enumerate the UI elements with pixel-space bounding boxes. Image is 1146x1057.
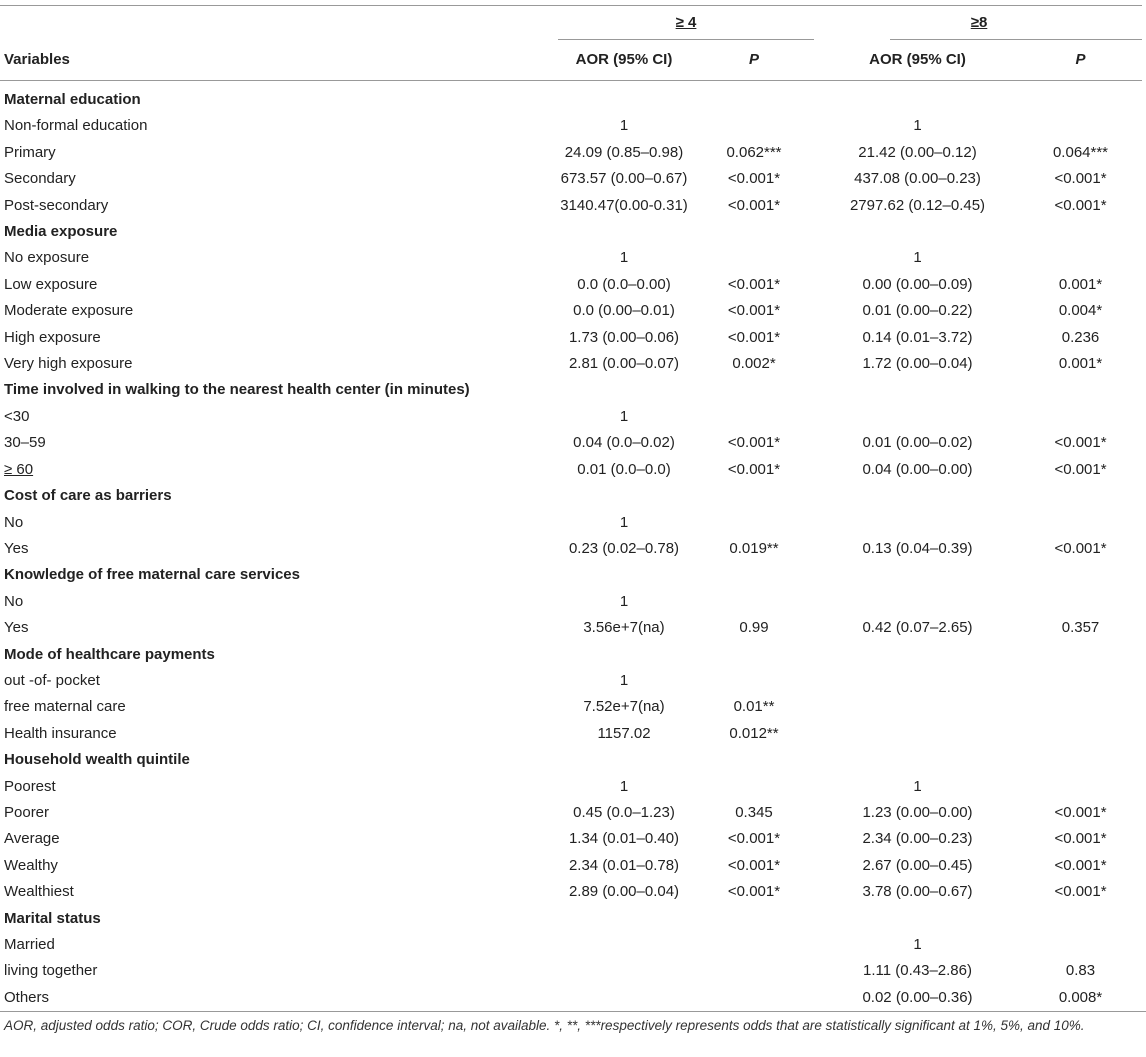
table-row — [0, 879, 1142, 905]
row-label: No exposure — [4, 249, 90, 267]
row-label: Wealthy — [4, 856, 58, 874]
section-row — [0, 81, 1142, 114]
aor-4-cell: 1 — [619, 249, 629, 267]
header-aor-4: AOR (95% CI) — [556, 40, 692, 81]
p-4-cell: <0.001* — [727, 170, 781, 188]
table-row — [0, 298, 1142, 324]
aor-8-cell: 0.00 (0.00–0.09) — [862, 275, 973, 293]
aor-4-cell: 2.81 (0.00–0.07) — [568, 355, 680, 373]
aor-8-cell — [816, 721, 1019, 747]
table-row — [0, 457, 1142, 483]
aor-4-cell: 1 — [619, 592, 629, 610]
p-4-cell: <0.001* — [727, 196, 781, 214]
row-label: Wealthiest — [4, 883, 74, 901]
row-label: Yes — [4, 539, 29, 557]
column-header-row — [0, 40, 1142, 81]
aor-4-cell: 1 — [619, 407, 629, 425]
group-header-8 — [816, 6, 1142, 40]
aor-4-cell: 0.23 (0.02–0.78) — [568, 539, 680, 557]
aor-4-cell: 2.34 (0.01–0.78) — [568, 856, 680, 874]
aor-8-cell — [816, 404, 1019, 430]
header-p-8: P — [1019, 40, 1142, 81]
p-8-cell: 0.236 — [1061, 328, 1100, 346]
group-label-8: ≥8 — [970, 14, 988, 31]
p-8-cell: <0.001* — [1054, 539, 1107, 557]
group-header-row — [0, 6, 1142, 40]
table-row — [0, 985, 1142, 1011]
p-8-cell: 0.001* — [1058, 355, 1103, 373]
results-table — [0, 6, 1142, 1011]
section-label: Marital status — [4, 909, 101, 927]
row-label — [0, 457, 556, 483]
aor-8-cell: 1.72 (0.00–0.04) — [862, 355, 973, 373]
aor-4-cell — [556, 958, 692, 984]
p-4-cell — [692, 932, 816, 958]
p-8-cell: <0.001* — [1054, 196, 1107, 214]
group-header-4 — [556, 6, 816, 40]
row-label: No — [4, 513, 24, 531]
aor-4-cell: 0.0 (0.0–0.00) — [577, 275, 671, 293]
p-4-cell: <0.001* — [727, 883, 781, 901]
aor-8-cell: 0.13 (0.04–0.39) — [862, 539, 973, 557]
aor-8-cell — [816, 668, 1019, 694]
aor-4-cell: 3140.47(0.00-0.31) — [560, 196, 688, 214]
p-4-cell: 0.01** — [733, 698, 775, 716]
row-label: Yes — [4, 619, 29, 637]
table-footnote: AOR, adjusted odds ratio; COR, Crude odds ratio; CI, confidence interval; na, not available. *, **, ***respectively represents odds that are statistically significant at 1%, 5%, and 10%. — [4, 1018, 1085, 1034]
group-label-4: ≥ 4 — [675, 14, 697, 31]
p-8-cell — [1019, 113, 1142, 139]
p-8-cell — [1019, 245, 1142, 271]
table-row — [0, 853, 1142, 879]
section-label: Mode of healthcare payments — [4, 645, 215, 663]
table-row — [0, 113, 1142, 139]
section-label: Media exposure — [4, 223, 118, 241]
aor-8-cell: 0.01 (0.00–0.02) — [862, 434, 973, 452]
aor-8-cell: 2797.62 (0.12–0.45) — [849, 196, 986, 214]
aor-8-cell: 1.11 (0.43–2.86) — [863, 962, 972, 980]
p-4-cell — [692, 404, 816, 430]
row-label: Very high exposure — [4, 355, 133, 373]
row-label: <30 — [4, 407, 30, 425]
row-label: living together — [4, 962, 98, 980]
table-row — [0, 589, 1142, 615]
aor-8-cell: 0.04 (0.00–0.00) — [862, 460, 973, 478]
section-label: Maternal education — [4, 91, 141, 108]
p-8-cell: <0.001* — [1054, 856, 1107, 874]
aor-8-cell: 3.78 (0.00–0.67) — [862, 883, 973, 901]
p-8-cell — [1019, 774, 1142, 800]
row-label: Married — [4, 936, 55, 953]
p-8-cell: 0.004* — [1058, 302, 1103, 320]
table-row — [0, 800, 1142, 826]
aor-4-cell: 1 — [619, 777, 629, 795]
p-8-cell: 0.357 — [1061, 619, 1100, 637]
row-label: Non-formal education — [4, 117, 148, 135]
row-label: 30–59 — [4, 434, 46, 452]
aor-4-cell: 1.73 (0.00–0.06) — [568, 328, 680, 346]
aor-4-cell: 3.56e+7(na) — [583, 619, 665, 637]
aor-8-cell: 0.01 (0.00–0.22) — [862, 302, 973, 320]
aor-4-cell: 0.45 (0.0–1.23) — [573, 803, 675, 821]
row-label: Health insurance — [4, 724, 117, 742]
aor-8-cell: 2.34 (0.00–0.23) — [862, 830, 973, 848]
section-label: Household wealth quintile — [4, 751, 190, 769]
p-4-cell — [692, 245, 816, 271]
p-8-cell — [1019, 721, 1142, 747]
aor-4-cell: 2.89 (0.00–0.04) — [568, 883, 680, 901]
p-8-cell: <0.001* — [1054, 460, 1107, 478]
p-4-cell: <0.001* — [727, 856, 781, 874]
row-label: Secondary — [4, 170, 76, 188]
aor-4-cell — [556, 985, 692, 1011]
p-4-cell: 0.345 — [735, 803, 773, 821]
row-label: Poorest — [4, 777, 56, 795]
section-row — [0, 562, 1142, 588]
row-label: High exposure — [4, 328, 101, 346]
header-p-4: P — [692, 40, 816, 81]
aor-4-cell — [556, 932, 692, 958]
p-8-cell — [1019, 668, 1142, 694]
aor-8-cell: 1 — [913, 777, 922, 795]
p-4-cell — [692, 589, 816, 615]
section-label: Time involved in walking to the nearest health center (in minutes) — [4, 381, 470, 399]
table-row — [0, 325, 1142, 351]
row-label-text: ≥ 60 — [4, 460, 34, 478]
aor-4-cell: 1 — [619, 117, 629, 135]
header-aor-8: AOR (95% CI) — [816, 40, 1019, 81]
table-body — [0, 81, 1142, 1012]
section-row — [0, 642, 1142, 668]
table-row — [0, 774, 1142, 800]
aor-8-cell: 1 — [913, 936, 922, 953]
aor-8-cell: 1 — [913, 117, 922, 135]
table-row — [0, 193, 1142, 219]
p-4-cell: <0.001* — [727, 460, 781, 478]
section-label: Knowledge of free maternal care services — [4, 566, 300, 584]
table-row — [0, 958, 1142, 984]
section-row — [0, 906, 1142, 932]
aor-4-cell: 1 — [619, 671, 629, 689]
table-row — [0, 694, 1142, 720]
group-spacer — [0, 6, 556, 40]
p-4-cell — [692, 958, 816, 984]
aor-4-cell: 24.09 (0.85–0.98) — [564, 143, 684, 161]
table-row — [0, 245, 1142, 271]
section-row — [0, 219, 1142, 245]
section-row — [0, 377, 1142, 403]
p-4-cell: 0.062*** — [726, 143, 782, 161]
p-4-cell: 0.002* — [732, 355, 776, 373]
aor-4-cell: 673.57 (0.00–0.67) — [560, 170, 688, 188]
p-8-cell: 0.064*** — [1052, 143, 1109, 161]
aor-4-cell: 1.34 (0.01–0.40) — [568, 830, 680, 848]
table-row — [0, 536, 1142, 562]
p-4-cell: <0.001* — [727, 275, 781, 293]
p-4-cell: <0.001* — [727, 434, 781, 452]
row-label: out -of- pocket — [4, 671, 100, 689]
aor-4-cell: 1 — [619, 513, 629, 531]
aor-8-cell: 0.42 (0.07–2.65) — [862, 619, 973, 637]
row-label: Post-secondary — [4, 196, 109, 214]
aor-8-cell — [816, 589, 1019, 615]
section-row — [0, 747, 1142, 773]
table-row — [0, 826, 1142, 852]
aor-8-cell: 21.42 (0.00–0.12) — [858, 143, 977, 161]
p-4-cell — [692, 774, 816, 800]
row-label: Primary — [4, 143, 56, 161]
aor-8-cell: 2.67 (0.00–0.45) — [862, 856, 973, 874]
p-4-cell — [692, 113, 816, 139]
p-8-cell — [1019, 932, 1142, 958]
table-row — [0, 351, 1142, 377]
p-8-cell: <0.001* — [1054, 170, 1107, 188]
table-row — [0, 430, 1142, 456]
p-8-cell: 0.001* — [1058, 275, 1103, 293]
aor-8-cell: 437.08 (0.00–0.23) — [854, 170, 981, 188]
table-row — [0, 721, 1142, 747]
aor-4-cell: 0.04 (0.0–0.02) — [573, 434, 675, 452]
aor-8-cell: 0.02 (0.00–0.36) — [862, 988, 973, 1006]
p-8-cell — [1019, 589, 1142, 615]
p-4-cell: 0.019** — [729, 539, 779, 557]
row-label: Average — [4, 830, 60, 848]
aor-4-cell: 1157.02 — [597, 724, 651, 742]
p-4-cell: <0.001* — [727, 328, 781, 346]
aor-8-cell: 1 — [913, 249, 922, 267]
aor-4-cell: 7.52e+7(na) — [583, 698, 665, 716]
aor-4-cell: 0.01 (0.0–0.0) — [577, 460, 671, 478]
row-label: Moderate exposure — [4, 302, 134, 320]
table-row — [0, 510, 1142, 536]
aor-4-cell: 0.0 (0.00–0.01) — [573, 302, 675, 320]
table-container — [0, 5, 1146, 1033]
p-4-cell — [692, 510, 816, 536]
section-row — [0, 483, 1142, 509]
p-8-cell: 0.008* — [1058, 988, 1103, 1006]
header-variables: Variables — [0, 40, 556, 81]
p-8-cell: <0.001* — [1054, 803, 1107, 821]
p-8-cell — [1019, 510, 1142, 536]
table-row — [0, 668, 1142, 694]
table-row — [0, 615, 1142, 641]
p-4-cell — [692, 668, 816, 694]
aor-8-cell — [816, 694, 1019, 720]
p-8-cell — [1019, 404, 1142, 430]
p-8-cell: <0.001* — [1054, 883, 1107, 901]
table-row — [0, 166, 1142, 192]
aor-8-cell — [816, 510, 1019, 536]
table-row — [0, 404, 1142, 430]
p-4-cell — [692, 985, 816, 1011]
p-8-cell: 0.83 — [1065, 962, 1096, 980]
p-4-cell: <0.001* — [727, 302, 781, 320]
aor-8-cell: 0.14 (0.01–3.72) — [862, 328, 973, 346]
p-4-cell: <0.001* — [727, 830, 781, 848]
table-row — [0, 272, 1142, 298]
section-label: Cost of care as barriers — [4, 487, 172, 505]
table-row — [0, 140, 1142, 166]
p-8-cell — [1019, 694, 1142, 720]
p-4-cell: 0.012** — [729, 724, 779, 742]
table-row — [0, 932, 1142, 958]
p-8-cell: <0.001* — [1054, 434, 1107, 452]
row-label: free maternal care — [4, 698, 126, 716]
aor-8-cell: 1.23 (0.00–0.00) — [862, 803, 973, 821]
row-label: No — [4, 592, 24, 610]
row-label: Poorer — [4, 803, 50, 821]
p-4-cell: 0.99 — [739, 619, 769, 637]
row-label: Low exposure — [4, 275, 98, 293]
row-label: Others — [4, 988, 50, 1006]
p-8-cell: <0.001* — [1054, 830, 1107, 848]
